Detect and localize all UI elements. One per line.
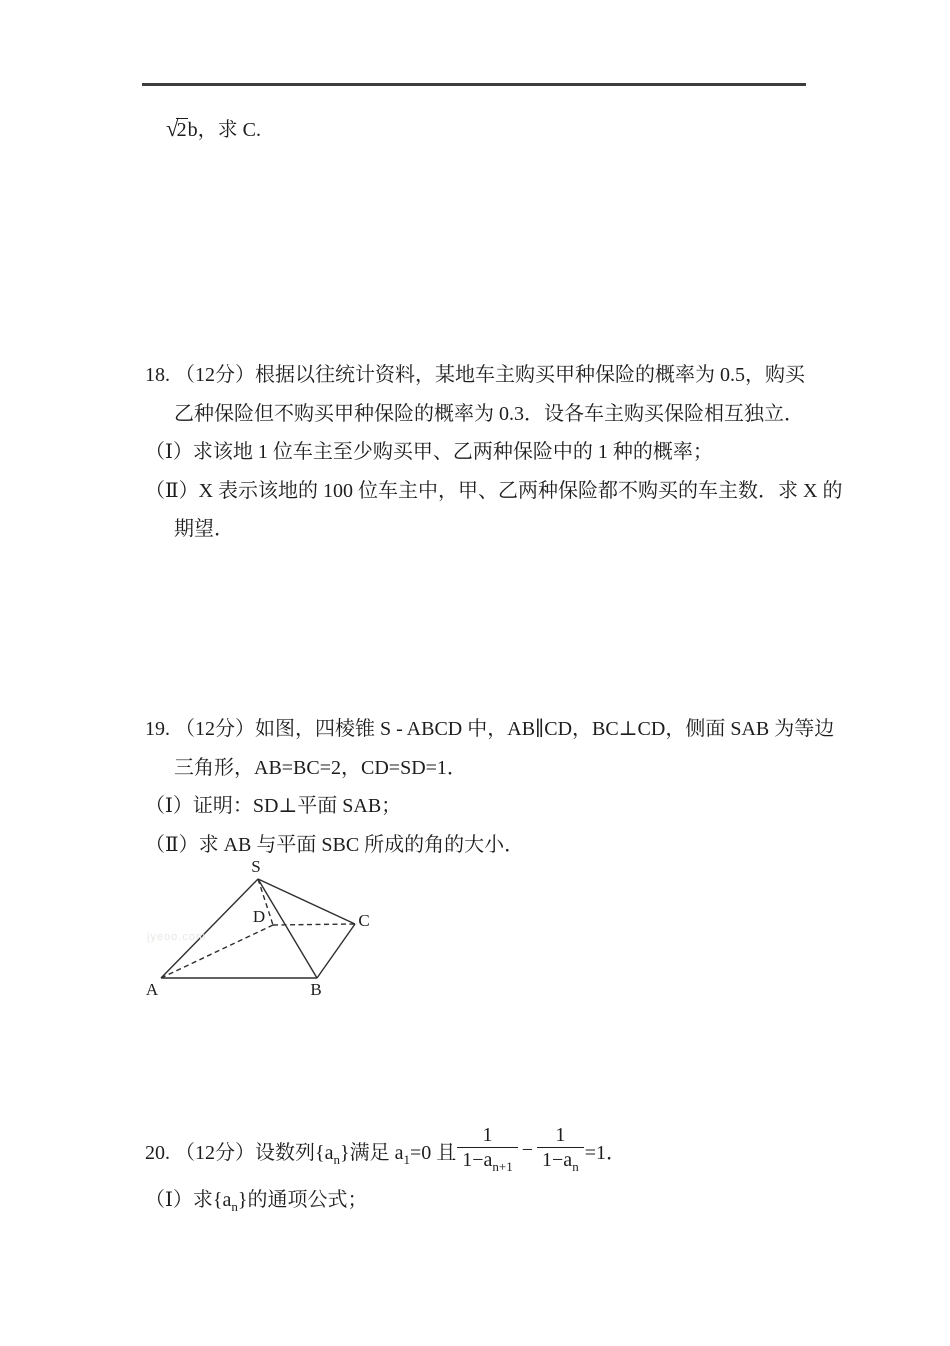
problem-19-part-2: （Ⅱ）求 AB 与平面 SBC 所成的角的大小． [145, 833, 525, 856]
vertex-label-B: B [310, 980, 322, 999]
problem-18-line-2: 乙种保险但不购买甲种保险的概率为 0.3．设各车主购买保险相互独立． [174, 402, 804, 425]
p20-line2-a: （Ⅰ）求{a [145, 1189, 232, 1211]
vertex-label-A: A [145, 980, 159, 999]
problem-17-tail-fragment [166, 110, 261, 149]
p20-line2-b: }的通项公式； [237, 1189, 368, 1211]
problem-18 [145, 356, 842, 549]
fraction-1-denominator [457, 1147, 518, 1177]
problem-19-line-2: 三角形，AB=BC=2，CD=SD=1． [174, 756, 467, 779]
watermark-text: jyeoo.com [147, 931, 207, 943]
page-top-rule [142, 83, 806, 86]
fraction-1-numerator: 1 [482, 1123, 493, 1146]
minus-sign: − [521, 1138, 534, 1161]
problem-18-part-1: （Ⅰ）求该地 1 位车主至少购买甲、乙两种保险中的 1 种的概率； [145, 441, 713, 463]
vertex-label-C: C [358, 911, 370, 930]
p20-prefix: 20. （12分）设数列{a [145, 1141, 334, 1164]
problem-18-part-2: （Ⅱ）X 表示该地的 100 位车主中，甲、乙两种保险都不购买的车主数．求 X 的 [145, 479, 843, 502]
edge-SA [161, 879, 258, 978]
fraction-1 [457, 1124, 518, 1177]
p20-subscript-n: n [333, 1151, 340, 1167]
problem-19 [145, 710, 834, 864]
fraction-2-den-subscript: n [572, 1158, 579, 1174]
problem-18-line-5: 期望． [174, 518, 234, 540]
edge-SC [258, 879, 355, 924]
fraction-2 [537, 1124, 584, 1177]
pyramid-figure [140, 858, 390, 1018]
problem-19-line-1: 19. （12分）如图，四棱锥 S - ABCD 中，AB∥CD，BC⊥CD，侧面 SAB 为等边 [145, 718, 835, 740]
p20-equals-one: =1． [584, 1141, 626, 1164]
problem-20-text [145, 1136, 456, 1165]
fraction-2-denominator [537, 1147, 584, 1177]
edge-DC-dashed [273, 924, 355, 925]
fraction-1-den-base: 1−a [462, 1148, 493, 1171]
fraction-2-den-base: 1−a [542, 1148, 573, 1171]
vertex-label-S: S [251, 858, 261, 876]
edge-BC [317, 924, 355, 978]
problem-19-part-1: （Ⅰ）证明：SD⊥平面 SAB； [145, 795, 402, 817]
p20-line2-subscript: n [231, 1199, 238, 1214]
problem-20-part-1 [145, 1181, 368, 1219]
problem-20-line-1 [145, 1121, 626, 1179]
edge-SB [258, 879, 317, 978]
p20-subscript-1: 1 [403, 1151, 410, 1167]
pyramid-figure-svg [140, 858, 390, 1018]
vertex-label-D: D [252, 907, 266, 926]
sqrt-radicand: 2 [176, 119, 187, 141]
sqrt-radical-icon: √ [166, 116, 179, 141]
fragment-text: b，求 C. [187, 119, 261, 141]
p20-mid1: }满足 a [339, 1141, 404, 1164]
p20-mid2: =0 且 [409, 1141, 457, 1164]
fraction-1-den-subscript: n+1 [492, 1158, 513, 1174]
problem-18-line-1: 18. （12分）根据以往统计资料，某地车主购买甲种保险的概率为 0.5，购买 [145, 364, 805, 386]
fraction-2-numerator: 1 [555, 1123, 566, 1146]
